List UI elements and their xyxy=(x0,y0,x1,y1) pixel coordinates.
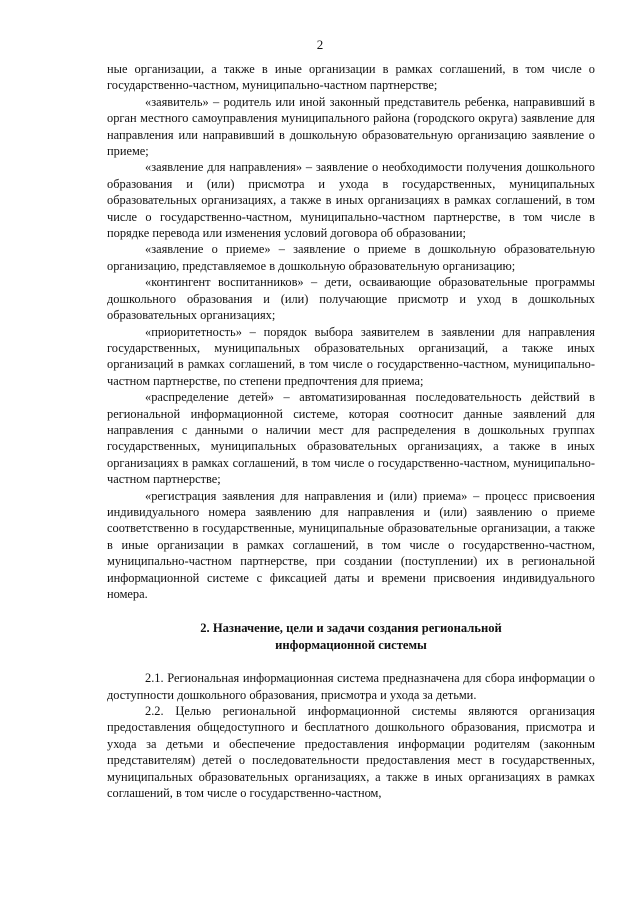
definition-distribution-of-children: «распределение детей» – автоматизированная последовательность действий в региональной информационной системе, которая соотносит данные заявлений для направления с данными о наличии мест для распределения в дошкольных группах государственных, муниципальных образовательных организациях, а также в иных организациях в рамках соглашений, в том числе о государственно-частном, муниципально-частном партнерстве; xyxy=(107,390,595,487)
document-body xyxy=(107,61,595,801)
definition-priority: «приоритетность» – порядок выбора заявителем в заявлении для направления государственных, муниципальных образовательных организаций, а также иных организаций в рамках соглашений, в том числе о государственно-частном, муниципально-частном партнерстве, по степени предпочтения для приема; xyxy=(107,324,595,388)
section-heading-line-2: информационной системы xyxy=(275,637,427,652)
paragraph-continuation: ные организации, а также в иные организации в рамках соглашений, в том числе о государственно-частном, муниципально-частном партнерстве; xyxy=(107,62,595,93)
definition-application-for-referral: «заявление для направления» – заявление о необходимости получения дошкольного образования и (или) присмотра и ухода в государственных, муниципальных образовательных организациях, а также в иных организациях в рамках соглашений, в том числе о государственно-частном, муниципально-частном партнерстве, в том числе в порядке перевода или изменения условий договора об образовании; xyxy=(107,160,595,241)
clause-2-2: 2.2. Целью региональной информационной системы являются организация предоставления общедоступного и бесплатного дошкольного образования, присмотра и ухода за детьми и обеспечение предоставления информации родителям (законным представителям) детей о последовательности предоставления мест в государственных, муниципальных образовательных организациях, а также в иных организациях в рамках соглашений, в том числе о государственно-частном, xyxy=(107,704,595,801)
definition-application-for-admission: «заявление о приеме» – заявление о приеме в дошкольную образовательную организацию, представляемое в дошкольную образовательную организацию; xyxy=(107,242,595,273)
clause-2-1: 2.1. Региональная информационная система предназначена для сбора информации о доступности дошкольного образования, присмотра и ухода за детьми. xyxy=(107,671,595,702)
definition-pupil-contingent: «контингент воспитанников» – дети, осваивающие образовательные программы дошкольного образования и (или) получающие присмотр и уход в дошкольных образовательных организациях; xyxy=(107,275,595,323)
definition-registration-of-application: «регистрация заявления для направления и (или) приема» – процесс присвоения индивидуального номера заявлению для направления и (или) заявлению о приеме соответственно в государственные, муниципальные образовательные организации, а также в иные организации в рамках соглашений, в том числе о государственно-частном, муниципально-частном партнерстве, при создании (поступлении) их в региональной информационной системе с фиксацией даты и времени присвоения индивидуального номера. xyxy=(107,488,595,601)
section-heading-line-1: 2. Назначение, цели и задачи создания региональной xyxy=(200,621,502,636)
section-heading xyxy=(107,620,595,653)
page-number: 2 xyxy=(316,37,324,52)
definition-applicant: «заявитель» – родитель или иной законный представитель ребенка, направивший в орган местного самоуправления муниципального района (городского округа) заявление для направления или направивший в дошкольную образовательную организацию заявление о приеме; xyxy=(107,94,595,159)
